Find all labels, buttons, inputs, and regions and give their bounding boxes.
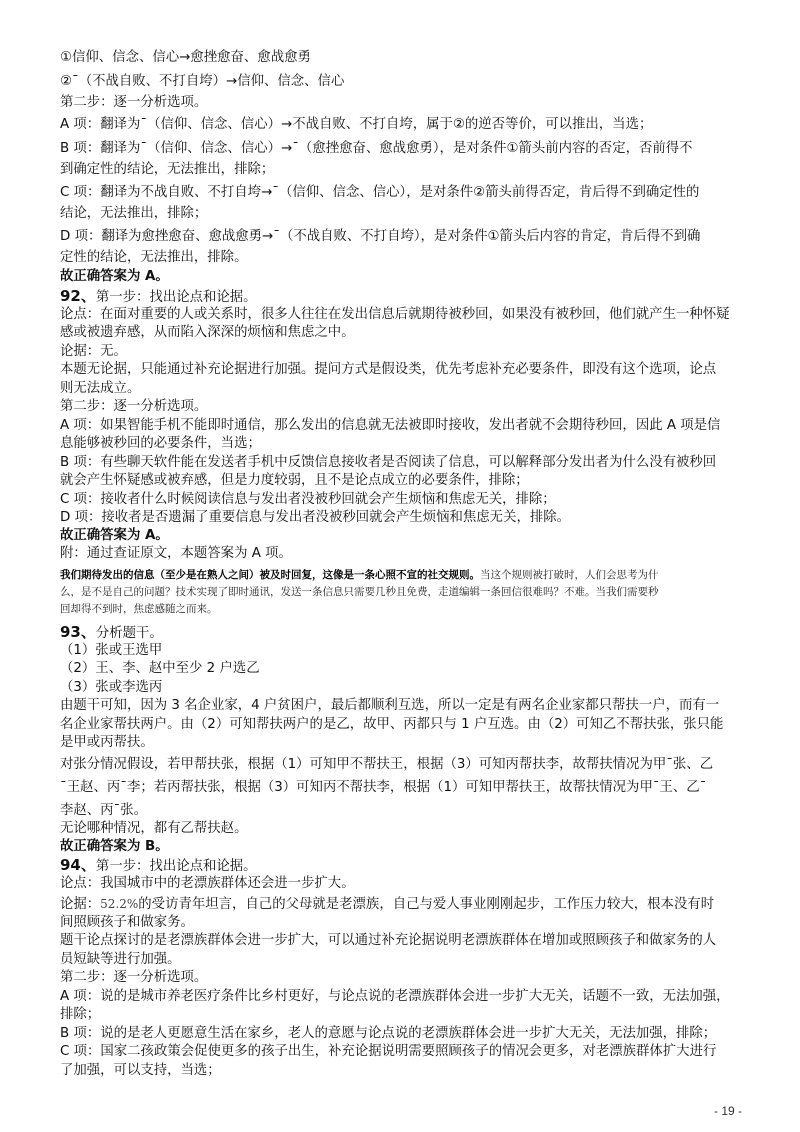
text-line: ①信仰、信念、信心→愈挫愈奋、愈战愈勇 xyxy=(60,50,311,65)
text-line: 感或被遗弃感，从而陷入深深的烦恼和焦虑之中。 xyxy=(60,325,355,340)
question-step: 第一步：找出论点和论据。 xyxy=(95,859,257,874)
text-line: 题干论点探讨的是老漂族群体会进一步扩大，可以通过补充论据说明老漂族群体在增加或照顾孩子和做家务的人 xyxy=(60,933,717,948)
question-step: 第一步：找出论点和论据。 xyxy=(95,290,257,305)
evidence-prefix: 论据： xyxy=(60,897,101,912)
text-line: 到确定性的结论，无法推出，排除； xyxy=(60,162,275,177)
text-line: ②¯（不战自败、不打自垮）→信仰、信念、信心 xyxy=(60,74,345,89)
excerpt-line: 回却得不到时，焦虑感随之而来。 xyxy=(60,603,218,615)
text-line: 员短缺等进行加强。 xyxy=(60,952,181,967)
text-line: 第二步：逐一分析选项。 xyxy=(60,95,208,110)
condition-line: （2）王、李、赵中至少 2 户选乙 xyxy=(60,661,260,676)
option-b-line: B 项：翻译为¯（信仰、信念、信心）→¯（愈挫愈奋、愈战愈勇），是对条件①箭头前内容的否定，否前得不 xyxy=(60,141,693,156)
text-line: 附：通过查证原文，本题答案为 A 项。 xyxy=(60,546,292,561)
option-a-line: A 项：如果智能手机不能即时通信，那么发出的信息就无法被即时接收，发出者就不会期待秒回，因此 A 项是信 xyxy=(60,418,721,433)
evidence-line xyxy=(60,895,750,914)
excerpt-line: 么，是不是自己的问题？技术实现了即时通讯，发送一条信息只需要几秒且免费，走道编辑一条回信很难吗？不难。当我们需要秒 xyxy=(60,586,659,598)
question-step: 分析题干。 xyxy=(95,626,163,641)
text-line: 李赵、丙¯张。 xyxy=(60,803,148,818)
option-c-line: C 项：翻译为不战自败、不打自垮→¯（信仰、信念、信心），是对条件②箭头前得否定，肯后得不到确定性的 xyxy=(60,185,700,200)
option-c-line: C 项：接收者什么时候阅读信息与发出者没被秒回就会产生烦恼和焦虑无关，排除； xyxy=(60,492,556,507)
question-number: 94、 xyxy=(60,856,96,874)
option-d-line: D 项：接收者是否遗漏了重要信息与发出者没被秒回就会产生烦恼和焦虑无关，排除。 xyxy=(60,510,571,525)
evidence-figure: 52.2% xyxy=(100,897,139,911)
option-a-line: A 项：翻译为¯（信仰、信念、信心）→不战自败、不打自垮，属于②的逆否等价，可以推出，当选； xyxy=(60,117,653,132)
text-line: 是甲或丙帮扶。 xyxy=(60,735,154,750)
text-line: 对张分情况假设，若甲帮扶张，根据（1）可知甲不帮扶王，根据（3）可知丙帮扶李，故帮扶情况为甲¯张、乙 xyxy=(60,757,714,772)
text-line: ¯王赵、丙¯李；若丙帮扶张，根据（3）可知丙不帮扶李，根据（1）可知甲帮扶王，故帮扶情况为甲¯王、乙¯ xyxy=(60,780,707,795)
text-line: 就会产生怀疑感或被弃感，但是力度较弱，且不是论点成立的必要条件，排除； xyxy=(60,473,529,488)
text-line: 排除； xyxy=(60,1007,101,1022)
text-line: 结论，无法推出，排除； xyxy=(60,206,208,221)
question-94-heading xyxy=(60,856,750,876)
text-line: 息能够被秒回的必要条件，当选； xyxy=(60,436,261,451)
excerpt-bold: 我们期待发出的信息（至少是在熟人之间）被及时回复，这像是一条心照不宣的社交规则。 xyxy=(60,569,480,581)
excerpt-line xyxy=(60,567,700,584)
question-number: 93、 xyxy=(60,623,96,641)
condition-line: （1）张或王选甲 xyxy=(60,643,163,658)
text-line: 论点：在面对重要的人或关系时，很多人往往在发出信息后就期待被秒回，如果没有被秒回，他们就产生一种怀疑 xyxy=(60,307,730,322)
option-b-line: B 项：说的是老人更愿意生活在家乡，老人的意愿与论点说的老漂族群体会进一步扩大无关，无法加强，排除； xyxy=(60,1026,717,1041)
question-number: 92、 xyxy=(60,287,96,305)
text-line: 第二步：逐一分析选项。 xyxy=(60,970,208,985)
text-line: 本题无论据，只能通过补充论据进行加强。提问方式是假设类，优先考虑补充必要条件，即没有这个选项，论点 xyxy=(60,362,717,377)
page-number: - 19 - xyxy=(713,1104,742,1118)
text-line: 第二步：逐一分析选项。 xyxy=(60,399,208,414)
condition-line: （3）张或李选丙 xyxy=(60,680,163,695)
evidence-text: 的受访青年坦言，自己的父母就是老漂族，自己与爱人事业刚刚起步，工作压力较大，根本没有时 xyxy=(138,897,715,912)
option-c-line: C 项：国家二孩政策会促使更多的孩子出生，补充论据说明需要照顾孩子的情况会更多，对老漂族群体扩大进行 xyxy=(60,1044,717,1059)
option-b-line: B 项：有些聊天软件能在发送者手机中反馈信息接收者是否阅读了信息，可以解释部分发出者为什么没有被秒回 xyxy=(60,455,717,470)
answer-line: 故正确答案为 A。 xyxy=(60,269,169,284)
excerpt-text: 当这个规则被打破时，人们会思考为什 xyxy=(480,569,659,581)
text-line: 无论哪种情况，都有乙帮扶赵。 xyxy=(60,821,248,836)
answer-line: 故正确答案为 B。 xyxy=(60,839,169,854)
option-a-line: A 项：说的是城市养老医疗条件比乡村更好，与论点说的老漂族群体会进一步扩大无关，话题不一致，无法加强， xyxy=(60,989,730,1004)
text-line: 由题干可知，因为 3 名企业家，4 户贫困户，最后都顺利互选，所以一定是有两名企业家都只帮扶一户，而有一 xyxy=(60,698,720,713)
text-line: 则无法成立。 xyxy=(60,381,141,396)
question-92-heading xyxy=(60,287,750,307)
text-line: 定性的结论，无法推出，排除。 xyxy=(60,250,248,265)
question-93-heading xyxy=(60,623,750,643)
text-line: 论点：我国城市中的老漂族群体还会进一步扩大。 xyxy=(60,876,355,891)
answer-line: 故正确答案为 A。 xyxy=(60,528,169,543)
text-line: 论据：无。 xyxy=(60,344,127,359)
option-d-line: D 项：翻译为愈挫愈奋、愈战愈勇→¯（不战自败、不打自垮），是对条件①箭头后内容的肯定，肯后得不到确 xyxy=(60,229,701,244)
text-line: 了加强，可以支持，当选； xyxy=(60,1063,221,1078)
text-line: 名企业家帮扶两户。由（2）可知帮扶两户的是乙，故甲、丙都只与 1 户互选。由（2）可知乙不帮扶张，张只能 xyxy=(60,717,724,732)
text-line: 间照顾孩子和做家务。 xyxy=(60,915,194,930)
